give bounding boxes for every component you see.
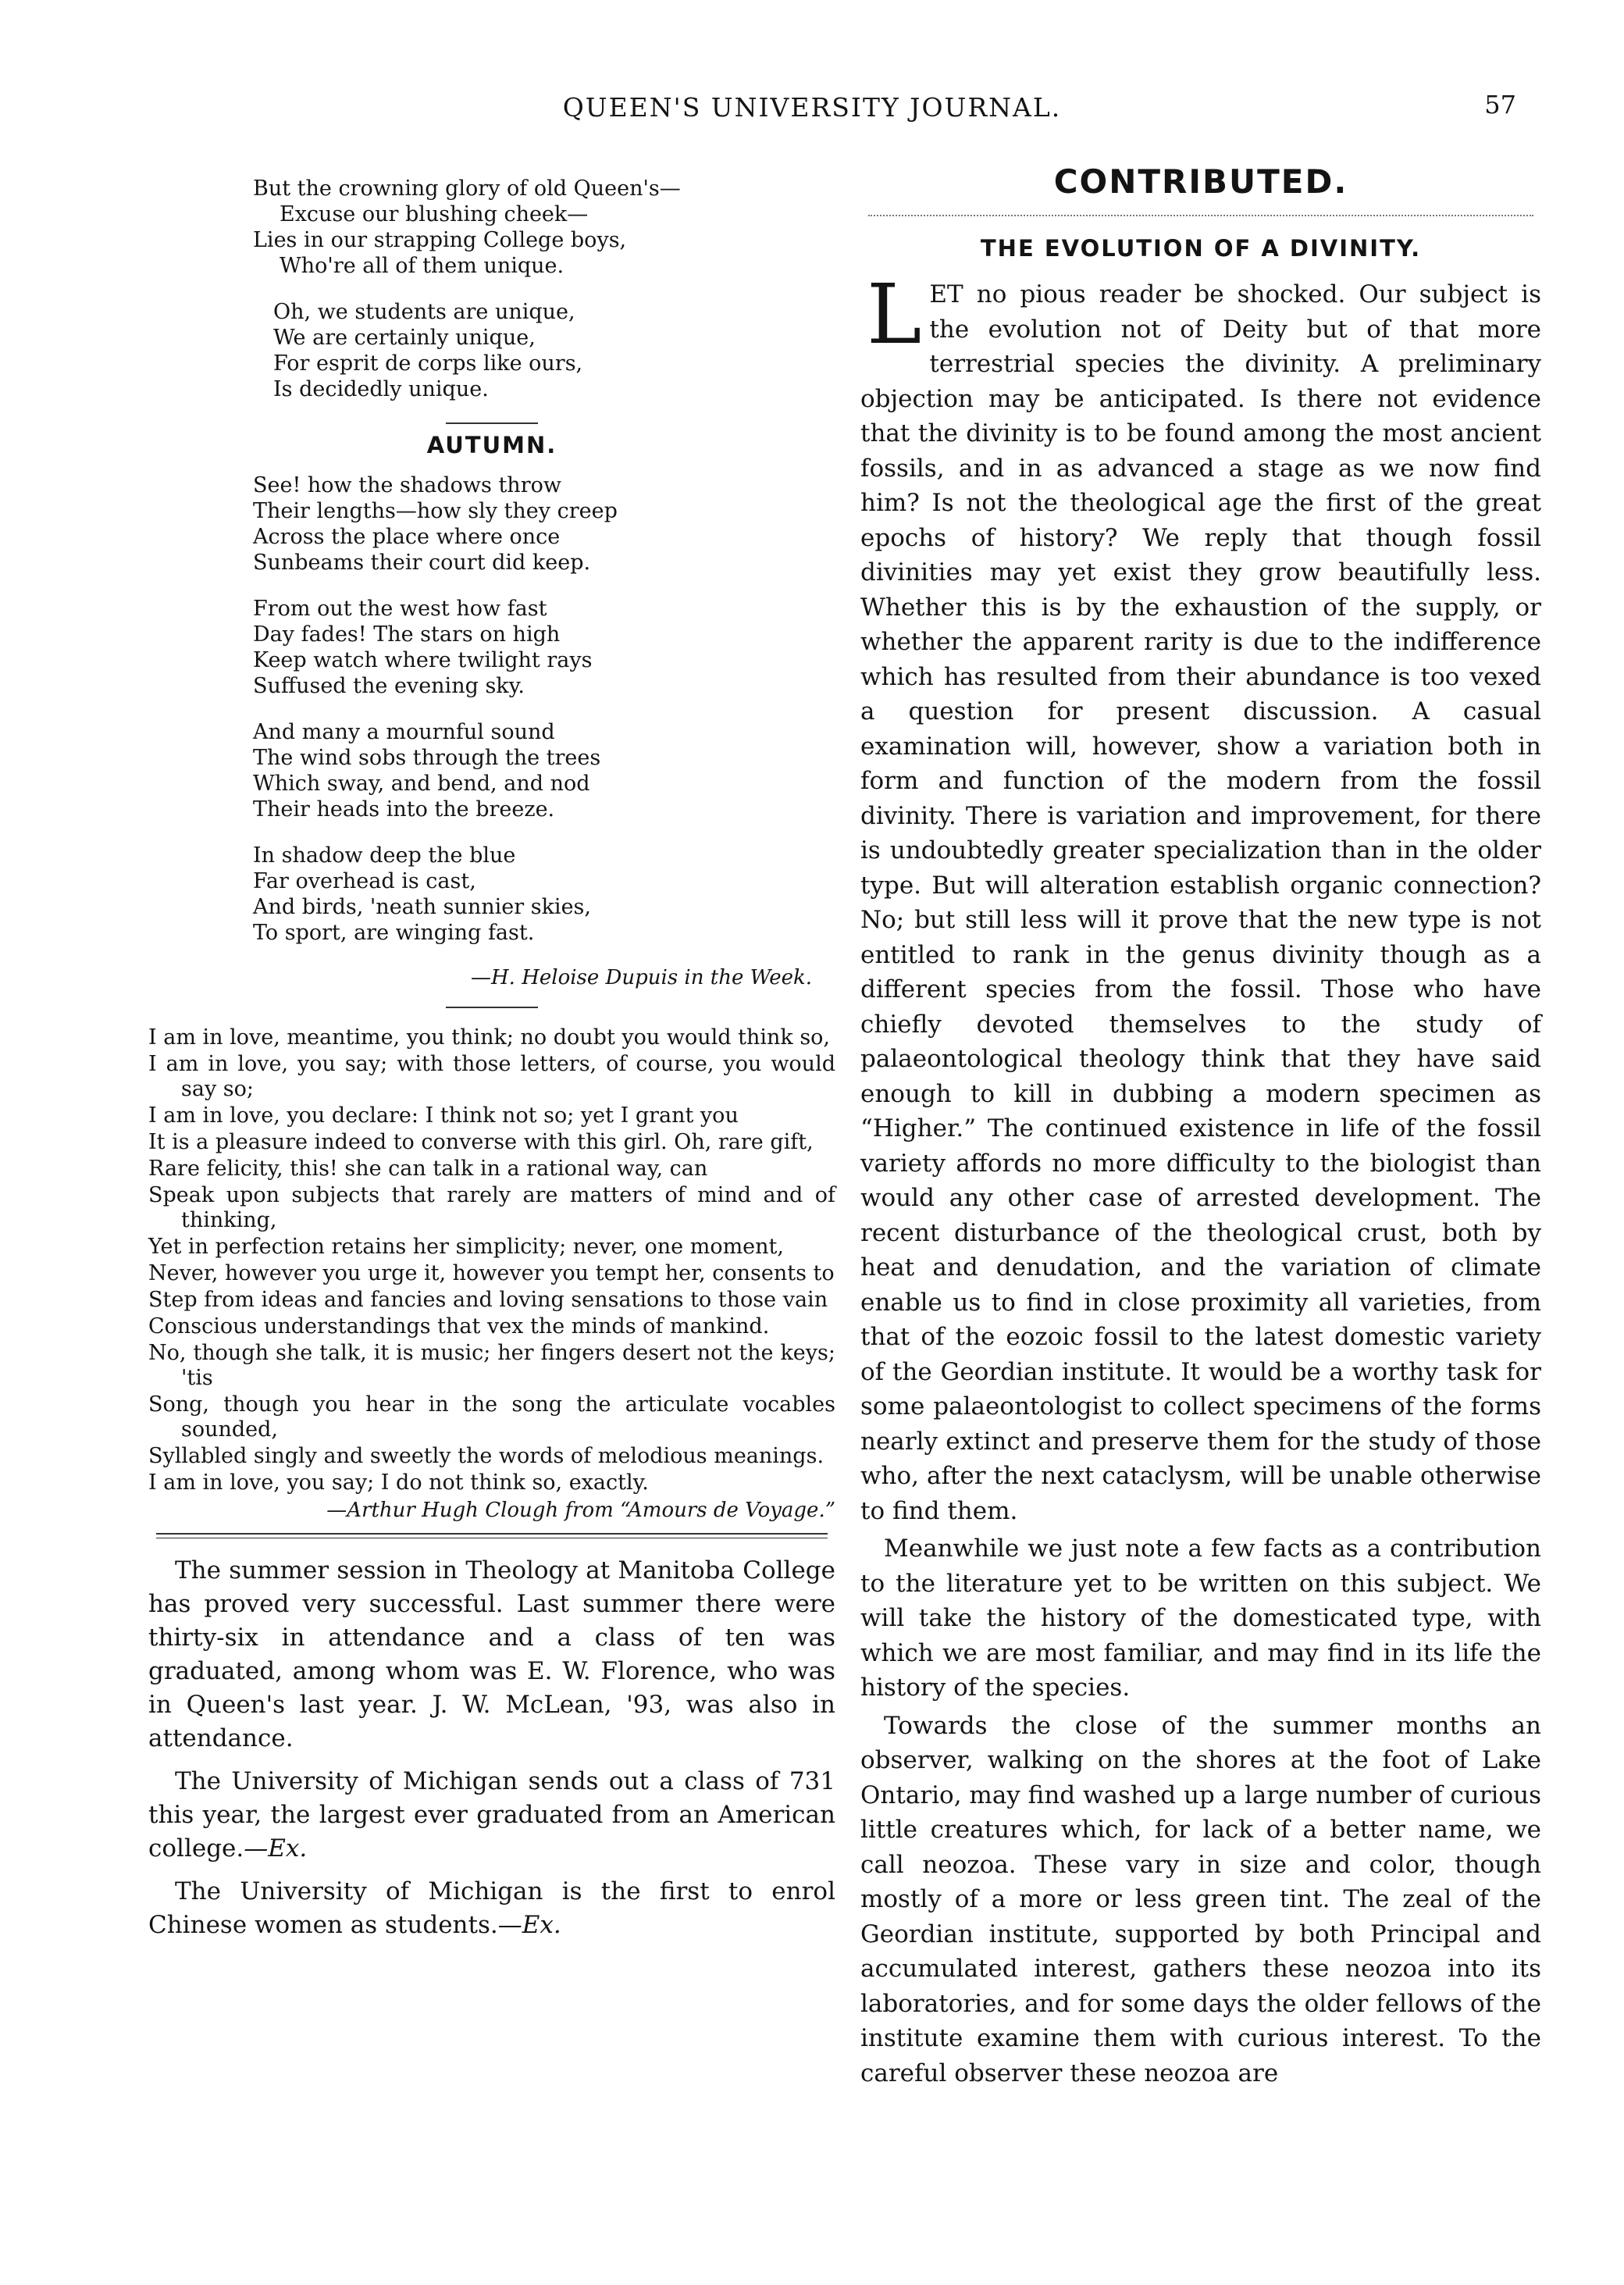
- note-source: —Ex.: [497, 1911, 561, 1939]
- news-note: [148, 1765, 835, 1866]
- verse-line: Never, however you urge it, however you tempt her, consents to: [148, 1261, 835, 1285]
- verse-line: Excuse our blushing cheek—: [280, 202, 589, 226]
- verse-line: I am in love, you say; I do not think so, exactly.: [148, 1470, 649, 1495]
- verse-line: No, though she talk, it is music; her fingers desert not the keys; 'tis: [148, 1341, 835, 1390]
- verse-line: To sport, are winging fast.: [253, 921, 535, 945]
- double-divider: [156, 1533, 828, 1538]
- autumn-stanza-3: [148, 719, 835, 822]
- article-paragraph-1: [860, 266, 1541, 1528]
- verse-line: See! how the shadows throw: [253, 473, 561, 497]
- section-title: CONTRIBUTED.: [1053, 162, 1348, 201]
- verse-line: Is decidedly unique.: [273, 377, 489, 401]
- verse-line: Keep watch where twilight rays: [253, 648, 593, 672]
- verse-line: I am in love, meantime, you think; no doubt you would think so,: [148, 1025, 831, 1050]
- verse-line: Which sway, and bend, and nod: [253, 772, 590, 796]
- verse-line: Across the place where once: [253, 525, 561, 549]
- news-note: [148, 1554, 835, 1756]
- verse-line: From out the west how fast: [253, 597, 547, 621]
- verse-line: Sunbeams their court did keep.: [253, 551, 591, 575]
- verse-line: I am in love, you declare: I think not so; yet I grant you: [148, 1103, 739, 1128]
- paragraph-text: ET no pious reader be shocked. Our subject is the evolution not of Deity but of that more terrestrial species the divinity. A preliminary objection may be anticipated. Is there not evidence that the divinity is to be found among the most ancient fossils, and in as advanced a stage as we now find him? Is not the theological age the first of the great epochs of history? We reply that though fossil divinities may yet exist they grow beautifully less. Whether this is by the exhaustion of the supply, or whether the apparent rarity is due to the indifference which has resulted from their abundance is too vexed a question for present discussion. A casual examination will, however, show a variation both in form and function of the modern from the fossil divinity. There is variation and improvement, for there is undoubtedly greater specialization than in the older type. But will alteration establish organic connection? No; but still less will it prove that the new type is not entitled to rank in the genus divinity though as a different species from the fossil. Those who have chiefly devoted themselves to the study of palaeontological theology think that they have said enough to kill in dubbing a modern specimen as “Higher.” The continued existence in life of the fossil variety affords no more difficulty to the biologist than would any other case of arrested development. The recent disturbance of the theological crust, both by heat and denudation, and the variation of climate enable us to find in close proximity all varieties, from that of the eozoic fossil to the latest domestic variety of the Geordian institute. It would be a worthy task for some palaeontologist to collect specimens of the forms nearly extinct and preserve them for the study of those who, after the next cataclysm, will be unable otherwise to find them.: [860, 280, 1541, 1525]
- verse-line: Rare felicity, this! she can talk in a rational way, can: [148, 1157, 708, 1181]
- verse-line: Their lengths—how sly they creep: [253, 499, 618, 523]
- verse-line: Step from ideas and fancies and loving sensations to those vain: [148, 1288, 828, 1312]
- note-text: The University of Michigan is the first to enrol Chinese women as students.: [148, 1877, 835, 1939]
- verse-line: Lies in our strapping College boys,: [253, 228, 627, 252]
- verse-line: Conscious understandings that vex the minds of mankind.: [148, 1314, 770, 1339]
- article-paragraph-3: Towards the close of the summer months an observer, walking on the shores at the foot of Lake Ontario, may find washed up a large number of curious little creatures which, for lack of a better name, we call neozoa. These vary in size and color, though mostly of a more or less green tint. The zeal of the Geordian institute, supported by both Principal and accumulated interest, gathers these neozoa into its laboratories, and for some days the older fellows of the institute examine them with curious interest. To the careful observer these neozoa are: [860, 1711, 1541, 2087]
- verse-line: It is a pleasure indeed to converse with this girl. Oh, rare gift,: [148, 1130, 814, 1154]
- verse-line: We are certainly unique,: [273, 326, 536, 350]
- verse-line: Who're all of them unique.: [280, 254, 564, 278]
- poem-attribution: —H. Heloise Dupuis in the Week.: [470, 966, 812, 989]
- autumn-stanza-4: [148, 843, 835, 946]
- divider: [446, 422, 538, 424]
- verse-line: And many a mournful sound: [253, 720, 555, 744]
- autumn-stanza-2: [148, 596, 835, 699]
- college-verse-stanza-1: [148, 176, 835, 279]
- verse-line: But the crowning glory of old Queen's—: [253, 176, 681, 201]
- verse-line: For esprit de corps like ours,: [273, 351, 583, 376]
- verse-line: Yet in perfection retains her simplicity; never, one moment,: [148, 1235, 784, 1259]
- verse-line: Their heads into the breeze.: [253, 797, 555, 822]
- verse-line: In shadow deep the blue: [253, 843, 516, 868]
- left-column: [148, 176, 835, 1952]
- verse-line: Far overhead is cast,: [253, 869, 476, 893]
- news-note: [148, 1875, 835, 1942]
- running-head: QUEEN'S UNIVERSITY JOURNAL.: [562, 92, 1062, 123]
- right-column: [860, 156, 1541, 2094]
- divider: [446, 1007, 538, 1008]
- verse-line: And birds, 'neath sunnier skies,: [253, 895, 591, 919]
- poem-title: AUTUMN.: [426, 432, 557, 458]
- page-number: 57: [1484, 90, 1516, 119]
- note-source: —Ex.: [244, 1834, 308, 1863]
- article-paragraph-2: Meanwhile we just note a few facts as a contribution to the literature yet to be written on this subject. We will take the history of the domesticated type, with which we are most familiar, and may find in its life the history of the species.: [860, 1535, 1541, 1702]
- clough-attribution: —Arthur Hugh Clough from “Amours de Voyage.”: [326, 1499, 835, 1522]
- verse-line: Speak upon subjects that rarely are matters of mind and of thinking,: [148, 1183, 835, 1232]
- note-text: The summer session in Theology at Manitoba College has proved very successful. Last summer there were thirty-six in attendance and a class of ten was graduated, among whom was E. W. Florence, who was in Queen's last year. J. W. McLean, '93, was also in attendance.: [148, 1556, 835, 1752]
- verse-line: Syllabled singly and sweetly the words of melodious meanings.: [148, 1444, 824, 1468]
- verse-line: Song, though you hear in the song the articulate vocables sounded,: [148, 1392, 835, 1442]
- dotted-divider: [868, 215, 1533, 216]
- verse-line: The wind sobs through the trees: [253, 746, 601, 770]
- note-text: The University of Michigan sends out a class of 731 this year, the largest ever graduated from an American college.: [148, 1767, 835, 1863]
- college-verse-stanza-2: [148, 299, 835, 402]
- verse-line: Oh, we students are unique,: [273, 300, 575, 324]
- clough-excerpt: [148, 1025, 835, 1495]
- autumn-stanza-1: [148, 472, 835, 576]
- verse-line: I am in love, you say; with those letters, of course, you would say so;: [148, 1052, 835, 1101]
- drop-cap: L: [867, 266, 922, 362]
- article-title: THE EVOLUTION OF A DIVINITY.: [980, 235, 1422, 262]
- verse-line: Day fades! The stars on high: [253, 622, 561, 647]
- verse-line: Suffused the evening sky.: [253, 674, 525, 698]
